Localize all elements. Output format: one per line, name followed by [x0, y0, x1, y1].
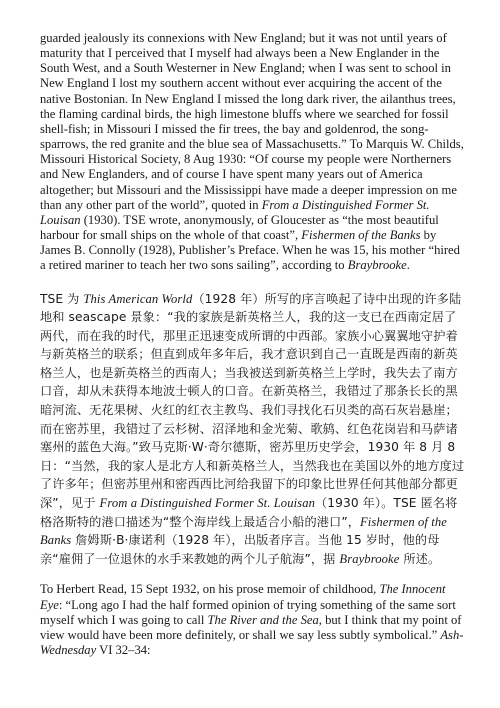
text-run: : “Long ago I had the half formed opinion of trying something of the same sort myself which I was going to call: [40, 597, 456, 627]
text-run: 所述。: [399, 551, 441, 566]
chinese-translation-paragraph: [40, 290, 468, 569]
paragraph-spacer: [40, 274, 468, 290]
text-run: guarded jealously its connexions with New England; but it was not until years of maturity that I perceived that I myself had always been a New Englander in the South West, and a South Westerner in New England; when I was sent to school in New England I lost my southern accent without ever acquiring the accent of the native Bostonian. In New England I missed the long dark river, the ailanthus trees, the flaming cardinal birds, the high limestone bluffs where we searched for fossil shell-fish; in Missouri I missed the fir trees, the bay and goldenrod, the song-sparrows, the red granite and the blue sea of Massachusetts.” To Marquis W. Childs, Missouri Historical Society, 8 Aug 1930: “Of course my people were Northerners and New Englanders, and of course I have spent many years out of America altogether; but Missouri and the Mississippi have made a deeper impression on me than any other part of the world”, quoted in: [40, 31, 464, 212]
document-page: [40, 31, 468, 658]
text-run: VI 32–34:: [96, 643, 151, 658]
text-run: To Herbert Read, 15 Sept 1932, on his prose memoir of childhood,: [40, 582, 380, 597]
text-run: 詹姆斯·B·康诺利（1928 年），出版者序言。当他 15 岁时，他的母亲“雇佣了一位退休的水手来教她的两个儿子航海”，据: [40, 533, 440, 566]
text-run: (1930). TSE wrote, anonymously, of Gloucester as “the most beautiful harbour for small ships on the whole of that coast”,: [40, 212, 439, 243]
italic-title: The Innocent Eye: [40, 582, 446, 612]
italic-title: Fishermen of the Banks: [40, 514, 447, 548]
italic-title: The River and the Sea: [207, 612, 319, 627]
english-note-paragraph: [40, 31, 468, 274]
paragraph-spacer: [40, 568, 468, 582]
italic-title: This American World: [83, 291, 193, 306]
text-run: by James B. Connolly (1928), Publisher’s Preface. When he was 15, his mother “hired a retired mariner to teach her two sons sailing”, according to: [40, 228, 460, 273]
italic-title: From a Distinguished Former St. Louisan: [40, 197, 430, 227]
italic-title: Ash-Wednesday: [40, 627, 464, 658]
text-run: TSE 为: [40, 291, 84, 306]
text-run: , but I think that my point of view would have been more definitely, or shall we say less subtly symbolical.”: [40, 612, 462, 642]
text-run: （1930 年）。TSE 匿名将格洛斯特的港口描述为“整个海岸线上最适合小船的港口”，: [40, 496, 458, 529]
italic-title: From a Distinguished Former St. Louisan: [99, 496, 315, 511]
text-run: .: [406, 258, 410, 273]
text-run: （1928 年）所写的序言唤起了诗中出现的许多陆地和 seascape 景象：“我的家族是新英格兰人，我的这一支已在西南定居了两代，而在我的时代，那里正迅速变成所谓的中西部。家族小心翼翼地守护着与新英格兰的联系；但直到成年多年后，我才意识到自己一直既是西南的新英格兰人，也是新英格兰的西南人；当我被送到新英格兰上学时，我失去了南方口音，却从未获得本地波士顿人的口音。在新英格兰，我错过了那条长长的黑暗河流、无花果树、火红的红衣主教鸟、我们寻找化石贝类的高石灰岩悬崖；而在密苏里，我错过了云杉树、沼泽地和金光菊、歌鸫、红色花岗岩和马萨诸塞州的蓝色大海。”致马克斯·W·奇尔德斯，密苏里历史学会，1930 年 8 月 8 日：“当然，我的家人是北方人和新英格兰人，当然我也在美国以外的地方度过了许多年；但密苏里州和密西西比河给我留下的印象比世界任何其他部分都更深”，见于: [40, 291, 465, 511]
italic-title: Braybrooke: [339, 551, 400, 566]
italic-title: Braybrooke: [347, 258, 407, 273]
italic-title: Fishermen of the Banks: [301, 228, 421, 243]
english-note-paragraph: [40, 582, 468, 658]
